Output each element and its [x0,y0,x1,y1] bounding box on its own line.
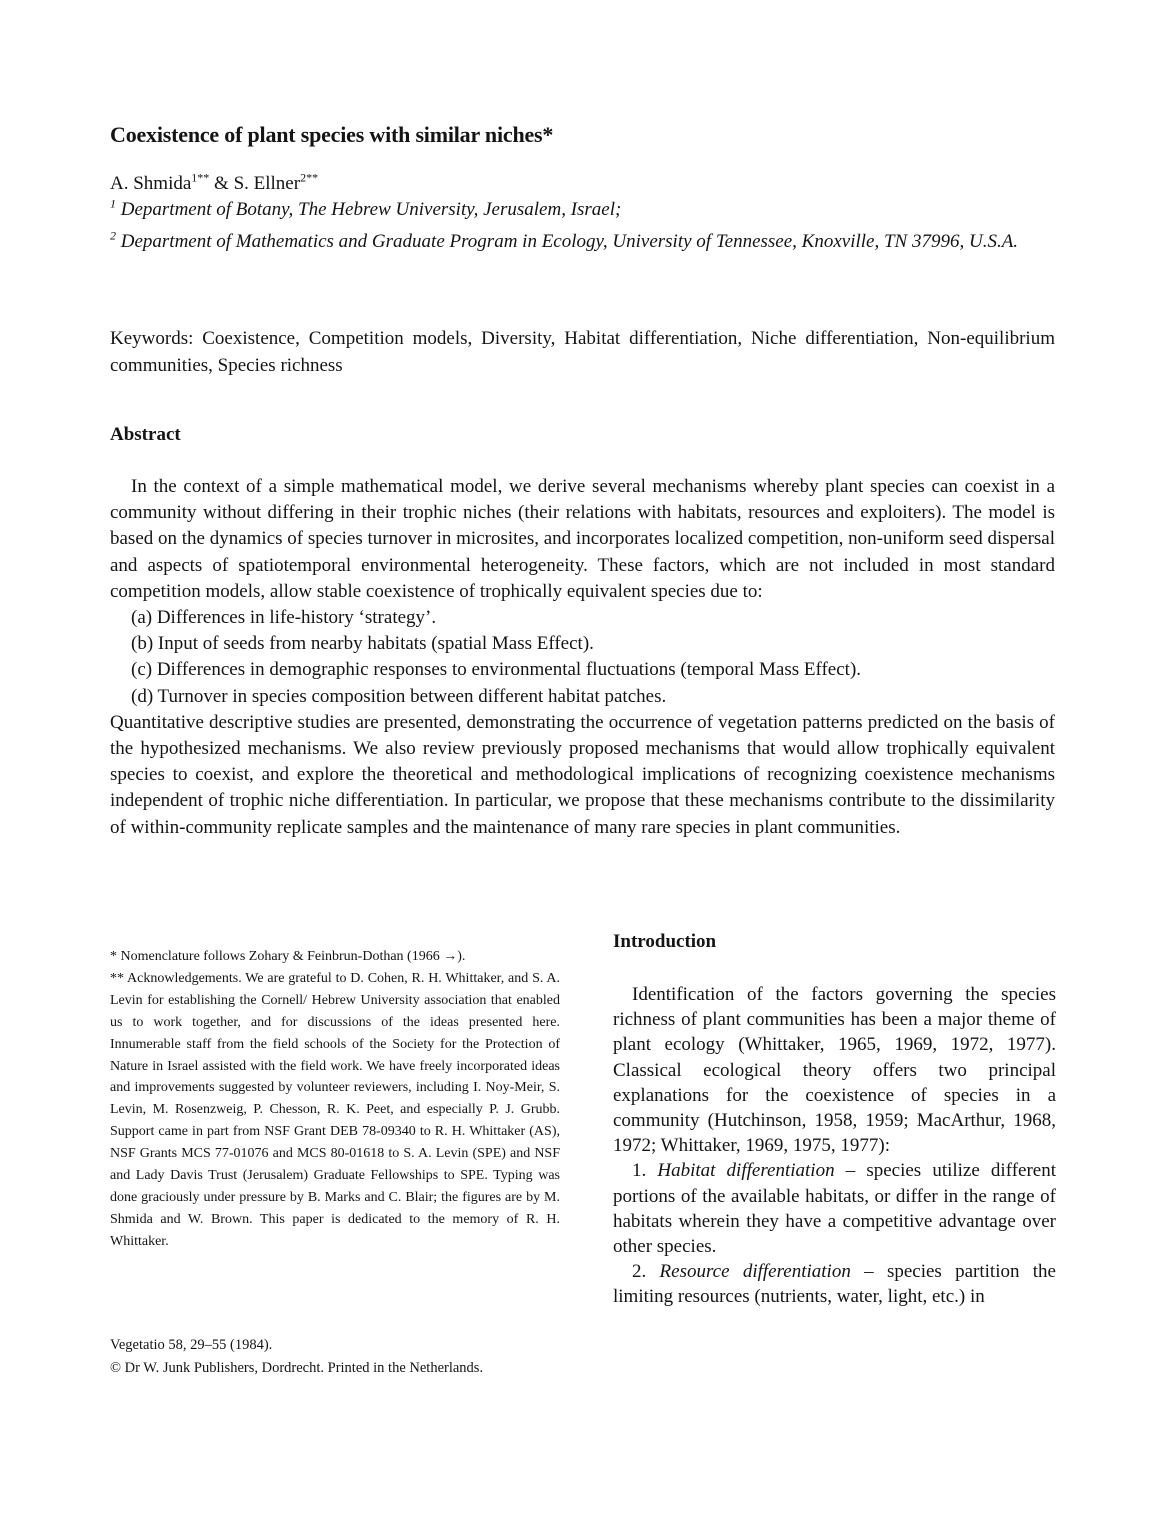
list-item: (a) Differences in life-history ‘strategy’. [131,607,437,629]
affiliation-1-text: Department of Botany, The Hebrew University, Jerusalem, Israel; [120,199,622,220]
introduction-body [613,982,1056,1310]
abstract-paragraph-1: In the context of a simple mathematical model, we derive several mechanisms whereby plant species can coexist in a community without differing in their trophic niches (their relations with habitats, resources and exploiters). The model is based on the dynamics of species turnover in microsites, and incorporates localized competition, non-uniform seed dispersal and aspects of spatiotemporal environmental heterogeneity. These factors, which are not included in most standard competition models, allow stable coexistence of trophically equivalent species due to: [110,476,1055,602]
item-2-text: – species partition the limiting resources (nutrients, water, light, etc.) in [613,1261,1056,1308]
paper-title: Coexistence of plant species with similar niches* [110,122,554,147]
item-2-number: 2. [632,1261,660,1283]
author-1-name: A. Shmida [110,173,192,194]
journal-citation: Vegetatio 58, 29–55 (1984). [110,1337,273,1353]
item-1-term: Habitat differentiation [657,1160,835,1182]
affiliation-2 [110,228,1060,256]
introduction-item-1 [613,1158,1056,1259]
footnote-acknowledgements: ** Acknowledgements. We are grateful to D. Cohen, R. H. Whittaker, and S. A. Levin for establishing the Cornell/ Hebrew University association that enabled us to work together, and for discussions of the ideas presented here. Innumerable staff from the field schools of the Society for the Protection of Nature in Israel assisted with the field work. We have freely incorporated ideas and improvements suggested by volunteer reviewers, including I. Noy-Meir, S. Levin, M. Rosenzweig, P. Chesson, R. K. Peet, and especially P. J. Grubb. Support came in part from NSF Grant DEB 78-09340 to R. H. Whittaker (AS), NSF Grants MCS 77-01076 and MCS 80-01618 to S. A. Levin (SPE) and NSF and Lady Davis Trust (Jerusalem) Graduate Fellowships to SPE. Typing was done graciously under pressure by B. Marks and C. Blair; the figures are by M. Shmida and W. Brown. This paper is dedicated to the memory of R. H. Whittaker. [110,970,560,1249]
introduction-paragraph-1: Identification of the factors governing the species richness of plant communities has been a major theme of plant ecology (Whittaker, 1965, 1969, 1972, 1977). Classical ecological theory offers two principal explanations for the coexistence of species in a community (Hutchinson, 1958, 1959; MacArthur, 1968, 1972; Whittaker, 1969, 1975, 1977): [613,984,1056,1157]
list-item: (c) Differences in demographic responses to environmental fluctuations (temporal Mass Effect). [131,659,862,681]
publisher-notice: © Dr W. Junk Publishers, Dordrecht. Printed in the Netherlands. [110,1360,484,1376]
item-1-number: 1. [632,1160,658,1182]
item-2-term: Resource differentiation [659,1261,851,1283]
introduction-heading: Introduction [613,931,717,952]
author-separator: & [209,173,234,194]
abstract-heading: Abstract [110,424,181,445]
author-1-superscript: 1** [191,170,210,185]
author-line [110,170,319,195]
affiliation-2-marker: 2 [110,228,116,243]
introduction-item-2 [613,1259,1056,1309]
affiliation-1-marker: 1 [110,196,116,211]
citation-block [110,1334,483,1380]
list-item: (b) Input of seeds from nearby habitats (spatial Mass Effect). [131,633,594,655]
keywords: Keywords: Coexistence, Competition models, Diversity, Habitat differentiation, Niche differentiation, Non-equilibrium communities, Species richness [110,328,1055,376]
item-1-text: – species utilize different portions of the available habitats, or differ in the range of habitats wherein they have a competitive advantage over other species. [613,1160,1056,1258]
author-2-name: S. Ellner [233,173,301,194]
affiliation-1 [110,196,622,221]
affiliation-2-text: Department of Mathematics and Graduate Program in Ecology, University of Tennessee, Knoxville, TN 37996, U.S.A. [120,231,1019,252]
list-item: (d) Turnover in species composition between different habitat patches. [131,685,667,707]
abstract-body [110,474,1055,841]
abstract-mechanism-list [110,605,1055,710]
footnote-nomenclature: * Nomenclature follows Zohary & Feinbrun-Dothan (1966 →). [110,949,466,964]
abstract-paragraph-2: Quantitative descriptive studies are presented, demonstrating the occurrence of vegetation patterns predicted on the basis of the hypothesized mechanisms. We also review previously proposed mechanisms that would allow trophically equivalent species to coexist, and explore the theoretical and methodological implications of recognizing coexistence mechanisms independent of trophic niche differentiation. In particular, we propose that these mechanisms contribute to the dissimilarity of within-community replicate samples and the maintenance of many rare species in plant communities. [110,711,1055,838]
author-2-superscript: 2** [300,170,319,185]
footnotes [110,946,560,1253]
